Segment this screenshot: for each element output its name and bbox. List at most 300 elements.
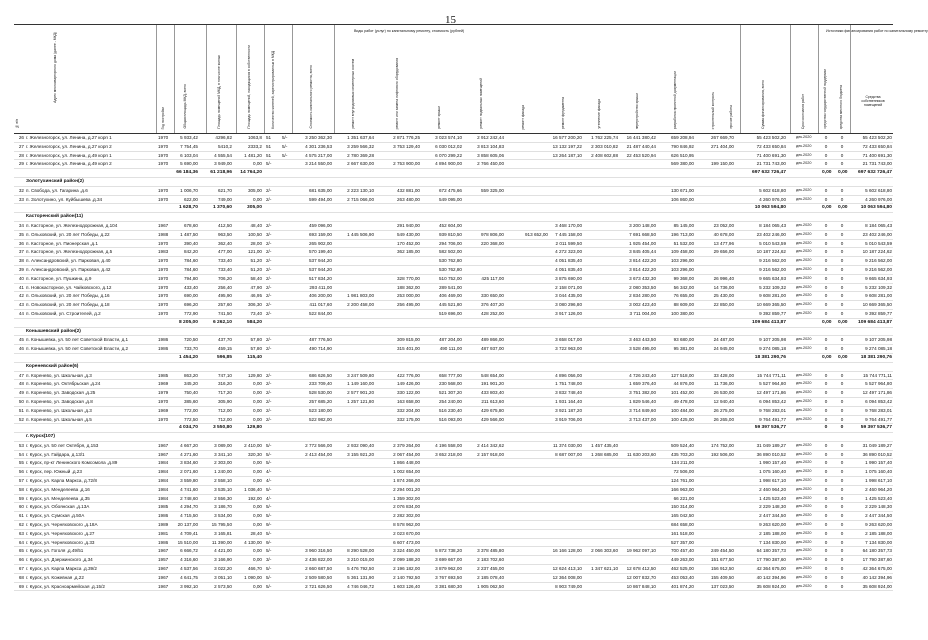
row-area-living: 2 558,10: [214, 478, 232, 484]
row-local-budget: 0: [840, 583, 844, 589]
row-area-living: 717,20: [217, 390, 232, 396]
row-address: г. Курск, ул. Обоянская ,д.13А: [26, 504, 90, 510]
row-area-total: 385,60: [183, 398, 198, 404]
row-owners: 23 402 246,00: [862, 231, 892, 237]
row-owners: 6 094 853,42: [865, 398, 892, 404]
row-work-2: 170 452,00: [397, 240, 420, 246]
row-year: 1970: [158, 310, 169, 316]
row-local-budget: 0: [840, 310, 844, 316]
row-work-6: 16 577 200,20: [552, 135, 582, 140]
row-deadline: дек.2020: [796, 372, 812, 377]
row-local-budget: 0: [840, 557, 844, 563]
row-state-support: 0: [824, 407, 828, 413]
row-owners: 9 263 620,00: [865, 522, 892, 528]
row-work-4: 978 806,00: [481, 231, 504, 237]
row-address: г. Курск, ул. Сумская ,д.50А: [26, 513, 85, 519]
row-work-3: 658 777,00: [439, 372, 462, 378]
row-work-0: 2 436 822,00: [305, 557, 332, 563]
row-work-9: 44 876,00: [673, 381, 694, 387]
row-area-municipal: 2 410,00: [244, 442, 262, 448]
row-owners: 21 731 743,00: [862, 161, 892, 167]
row-work-2: 149 426,00: [397, 381, 420, 387]
row-work-6: 11 374 030,00: [552, 442, 582, 448]
row-sum: 72 433 650,84: [756, 143, 786, 149]
row-area-total: 3 992,10: [180, 583, 198, 589]
row-work-1: 8 290 528,00: [347, 548, 374, 554]
row-number: 33: [18, 196, 24, 202]
header-work-5: ремонт фундамента: [561, 96, 565, 129]
row-work-9: 166 963,00: [671, 486, 694, 492]
row-number: 69: [18, 583, 24, 589]
row-state-support: 0: [824, 310, 828, 316]
row-deadline: дек.2020: [796, 469, 812, 474]
row-work-2: 309 815,00: [397, 337, 420, 343]
row-floors: 9/-: [266, 539, 272, 545]
row-work-10: 23 052,00: [713, 222, 734, 228]
row-address: г. Курск, ул. Менделеева ,д.16: [26, 486, 90, 492]
row-work-4: 3 813 104,83: [477, 143, 504, 149]
row-work-0: 4 301 236,53: [305, 143, 332, 149]
row-number: 65: [18, 548, 24, 554]
row-owners: 55 423 502,20: [862, 135, 892, 140]
row-work-10: 13 477,96: [713, 240, 734, 246]
table-row: [14, 266, 893, 275]
row-state-support: 0: [824, 372, 828, 378]
row-local-budget: 0: [840, 275, 844, 281]
row-area-total: 4 641,75: [180, 574, 198, 580]
row-work-3: 672 475,66: [439, 187, 462, 193]
row-work-3: 4 196 558,00: [435, 442, 462, 448]
row-work-1: 5 476 792,50: [347, 566, 374, 572]
row-work-10: 267 669,70: [711, 135, 734, 140]
row-floors: 5/-: [266, 442, 272, 448]
row-year: 1967: [158, 442, 169, 448]
row-work-3: 516 093,00: [439, 416, 462, 422]
row-floors: 2/-: [266, 398, 272, 404]
row-work-3: 490 111,00: [439, 346, 462, 352]
header-year: Год постройки: [161, 106, 165, 129]
row-work-10: 156 912,50: [711, 566, 734, 572]
row-deadline: дек.2020: [796, 302, 812, 307]
row-floors: 2/-: [266, 416, 272, 422]
row-work-6: 12 364 008,00: [552, 574, 582, 580]
row-sum: 42 364 675,00: [756, 566, 786, 572]
subtotal-row: [14, 204, 893, 213]
row-work-9: 95 381,00: [673, 346, 694, 352]
row-work-7: 1 347 621,10: [591, 566, 618, 572]
row-deadline: дек.2020: [796, 504, 812, 509]
row-deadline: дек.2020: [796, 222, 812, 227]
row-work-6: 3 044 435,00: [555, 293, 582, 299]
row-area-municipal: 129,80: [247, 372, 262, 378]
row-floors: 4/-: [266, 495, 272, 501]
row-area-total: 1 006,70: [180, 187, 198, 193]
row-address: г. Курск, ул. Гайдара, д.13/1: [26, 451, 85, 457]
row-sum: 1 075 160,40: [759, 469, 786, 475]
header-src-0: средства государственной поддержки: [823, 69, 827, 129]
row-work-4: 2 237 455,00: [477, 566, 504, 572]
row-state-support: 0: [824, 249, 828, 255]
row-sum: 9 768 283,01: [759, 407, 786, 413]
row-area-living: 712,00: [217, 407, 232, 413]
row-state-support: 0: [824, 222, 828, 228]
row-address: г. Курск, ул. Черняховского ,д.33: [26, 539, 95, 545]
subtotal-local-budget: 0,00: [838, 205, 848, 211]
row-area-total: 20 137,00: [177, 522, 198, 528]
row-local-budget: 0: [840, 522, 844, 528]
row-work-9: 435 703,20: [671, 451, 694, 457]
row-area-living: 316,20: [217, 381, 232, 387]
row-state-support: 0: [824, 557, 828, 563]
row-deadline: дек.2020: [796, 258, 812, 263]
row-address: п. Александровский, ул. Парковая, д.40: [26, 258, 111, 264]
table-row: [14, 380, 893, 389]
row-floors: 5/-: [266, 583, 272, 589]
row-work-10: 25 430,00: [713, 293, 734, 299]
row-local-budget: 0: [840, 161, 844, 167]
row-address: п. Ольховский, ул. Строителей, д.2: [26, 310, 101, 316]
row-work-10: 24 945,00: [713, 346, 734, 352]
row-work-9: 790 846,92: [671, 143, 694, 149]
row-work-2: 1 874 266,00: [393, 478, 420, 484]
row-work-0: 2 721 626,50: [305, 583, 332, 589]
row-year: 1989: [158, 522, 169, 528]
row-local-budget: 0: [840, 196, 844, 202]
row-floors: 2/-: [266, 310, 272, 316]
row-work-2: 332 175,00: [397, 416, 420, 422]
table-row: [14, 240, 893, 249]
row-work-3: 3 381 680,30: [435, 583, 462, 589]
row-work-1: 2 932 090,40: [347, 442, 374, 448]
header-work-7: переустройство крыши: [635, 92, 639, 129]
row-state-support: 0: [824, 416, 828, 422]
row-sum: 1 425 523,40: [759, 495, 786, 501]
row-work-9: 150 314,00: [671, 504, 694, 510]
row-sum: 31 049 189,27: [756, 442, 786, 448]
row-deadline: дек.2020: [796, 486, 812, 491]
row-number: 63: [18, 530, 24, 536]
row-owners: 5 602 618,80: [865, 187, 892, 193]
row-work-10: 26 996,40: [713, 275, 734, 281]
row-sum: 12 497 171,86: [756, 390, 786, 396]
row-floors: 2/-: [266, 240, 272, 246]
row-address: п. Свобода, ул. Гагарина ,д.6: [26, 187, 88, 193]
row-work-7: 1 457 435,40: [591, 442, 618, 448]
subtotal-sum: 10 063 594,80: [754, 205, 786, 211]
row-area-total: 678,60: [183, 222, 198, 228]
row-address: г. Курск, ул. Карла Маркса, д.72/8: [26, 478, 97, 484]
subtotal-area-living: 3 550,80: [212, 425, 232, 431]
row-work-0: 537 944,20: [309, 258, 332, 264]
row-work-2: 2 871 776,25: [393, 135, 420, 140]
row-area-living: 2 556,30: [214, 495, 232, 501]
row-year: 1967: [158, 583, 169, 589]
row-work-9: 127 518,00: [671, 372, 694, 378]
row-work-2: 332 204,00: [397, 407, 420, 413]
table-row: [14, 556, 893, 565]
row-sum: 2 229 148,30: [759, 504, 786, 510]
row-area-living: 3 341,10: [214, 451, 232, 457]
row-state-support: 0: [824, 504, 828, 510]
row-work-8: 2 834 280,00: [629, 293, 656, 299]
row-year: 1981: [158, 530, 169, 536]
row-number: 41: [18, 284, 24, 290]
row-number: 36: [18, 240, 24, 246]
row-owners: 5 527 964,80: [865, 381, 892, 387]
row-owners: 5 232 109,32: [865, 284, 892, 290]
row-state-support: 0: [824, 583, 828, 589]
row-local-budget: 0: [840, 372, 844, 378]
row-address: г. Курск, ул. Черняховского ,д.18А: [26, 522, 98, 528]
row-work-9: 93 680,00: [673, 337, 694, 343]
row-area-total: 4 537,56: [180, 566, 198, 572]
row-local-budget: 0: [840, 346, 844, 352]
table-row: [14, 512, 893, 521]
row-owners: 9 216 562,00: [865, 266, 892, 272]
row-work-4: 220 368,00: [481, 240, 504, 246]
row-area-municipal: 51,20: [250, 266, 262, 272]
row-work-1: 3 247 509,80: [347, 372, 374, 378]
row-area-municipal: 51,20: [250, 258, 262, 264]
row-work-2: 330 122,00: [397, 390, 420, 396]
row-address: п. Коренево, ул. Заводская ,д.25: [26, 390, 96, 396]
subtotal-sum: 18 381 290,76: [754, 354, 786, 360]
row-work-2: 163 658,00: [397, 398, 420, 404]
row-work-0: 686 626,50: [309, 372, 332, 378]
row-work-4: 548 654,00: [481, 372, 504, 378]
row-work-6: 8 903 749,00: [555, 583, 582, 589]
row-area-total: 3 559,80: [180, 478, 198, 484]
row-number: 37: [18, 249, 24, 255]
row-floors: 2/-: [266, 266, 272, 272]
row-work-0: 2 772 566,00: [305, 442, 332, 448]
row-work-9: 109 458,00: [671, 249, 694, 255]
subtotal-owners: 697 632 726,47: [858, 170, 892, 176]
row-area-total: 7 754,45: [180, 143, 198, 149]
row-local-budget: 0: [840, 548, 844, 554]
row-area-municipal: 121,00: [247, 249, 262, 255]
row-deadline: дек.2020: [796, 566, 812, 571]
row-work-8: 3 751 382,00: [629, 390, 656, 396]
row-work-3: 6 070 299,22: [435, 152, 462, 158]
section-title: Конышевский район(2): [26, 328, 81, 334]
row-area-living: 712,00: [217, 416, 232, 422]
row-work-3: 4 894 900,00: [435, 161, 462, 167]
row-work-2: 362 185,00: [397, 249, 420, 255]
table-row: [14, 530, 893, 539]
row-area-total: 784,60: [183, 266, 198, 272]
row-number: 40: [18, 275, 24, 281]
table-row: [14, 134, 893, 143]
header-area-municipal: Площадь помещений, находящихся в собственности: [247, 45, 251, 129]
row-work-6: 16 166 128,00: [552, 548, 582, 554]
row-work-8: 3 814 422,20: [629, 258, 656, 264]
row-year: 1970: [158, 284, 169, 290]
row-sum: 55 423 502,20: [756, 135, 786, 140]
row-work-9: 509 524,40: [671, 442, 694, 448]
section-title: Золотухинский район(2): [26, 178, 84, 184]
row-work-4: 191 901,20: [481, 381, 504, 387]
table-row: [14, 143, 893, 152]
row-work-1: 2 223 130,10: [347, 187, 374, 193]
row-work-10: 249 454,50: [711, 548, 734, 554]
row-work-9: 88 609,00: [673, 302, 694, 308]
row-owners: 2 460 964,20: [865, 486, 892, 492]
row-work-2: 2 067 454,00: [393, 451, 420, 457]
header-work-3: ремонт подвальных помещений: [479, 78, 483, 129]
subtotal-row: [14, 169, 893, 178]
row-work-4: 425 117,00: [481, 275, 504, 281]
subtotal-area-municipal: 14 764,20: [240, 170, 262, 176]
section-title: Кореневский район(6): [26, 363, 79, 369]
subtotal-area-total: 8 205,00: [178, 319, 198, 325]
row-sum: 21 731 743,00: [756, 161, 786, 167]
header-work-8: разработка проектной документации: [673, 70, 677, 129]
table-row: [14, 574, 893, 583]
row-work-2: 253 000,00: [397, 293, 420, 299]
row-floors: 5/-: [266, 460, 272, 466]
row-work-2: 2 196 182,00: [393, 566, 420, 572]
row-floors: 3/-: [266, 231, 272, 237]
row-address: п. Касторное, ул. Пионерская ,д.1: [26, 240, 98, 246]
header-residents: Количество жителей, зарегистрированных в МКД: [271, 51, 275, 129]
row-local-budget: 0: [840, 240, 844, 246]
header-work-10: прочие работы: [729, 105, 733, 129]
row-address: п. Коренево, ул. Школьная ,д.5: [26, 416, 92, 422]
row-deadline: дек.2020: [796, 390, 812, 395]
subtotal-sum: 59 397 536,77: [754, 425, 786, 431]
row-work-6: 2 011 599,50: [555, 240, 582, 246]
row-work-8: 7 691 668,50: [629, 231, 656, 237]
row-number: 29: [18, 161, 24, 167]
row-state-support: 0: [824, 548, 828, 554]
row-area-living: 733,40: [217, 266, 232, 272]
row-work-4: 2 414 342,62: [477, 442, 504, 448]
header-work-0: ремонт внутридомовых инженерных систем: [351, 59, 355, 129]
row-owners: 9 764 491,77: [865, 416, 892, 422]
row-area-living: 3 535,10: [214, 486, 232, 492]
row-floors: 3/-: [266, 557, 272, 563]
row-number: 61: [18, 513, 24, 519]
row-deadline: дек.2020: [796, 574, 812, 579]
row-work-0: 3 250 362,30: [305, 135, 332, 140]
row-owners: 9 274 085,18: [865, 346, 892, 352]
row-address: г. Железногорск, ул. Ленина, д.27 корп 1: [26, 135, 112, 140]
row-number: 54: [18, 451, 24, 457]
row-number: 27: [18, 143, 24, 149]
subtotal-area-total: 4 034,70: [178, 425, 198, 431]
row-address: г. Курск, ул. Менделеева ,д.35: [26, 495, 90, 501]
row-address: п. Касторное, ул. Железнодорожная, д.104: [26, 222, 118, 228]
row-local-budget: 0: [840, 566, 844, 572]
row-local-budget: 0: [840, 143, 844, 149]
row-work-6: 1 931 164,40: [555, 398, 582, 404]
row-local-budget: 0: [840, 187, 844, 193]
row-work-3: 530 762,80: [439, 266, 462, 272]
row-area-living: 3 089,00: [214, 442, 232, 448]
row-work-0: 522 844,00: [309, 310, 332, 316]
row-year: 1983: [158, 249, 169, 255]
row-floors: 5/-: [266, 504, 272, 510]
row-deadline: дек.2020: [796, 152, 812, 157]
row-area-total: 4 271,60: [180, 451, 198, 457]
row-work-2: 2 753 900,00: [393, 161, 420, 167]
table-row: [14, 187, 893, 196]
row-work-4: 330 650,00: [481, 293, 504, 299]
row-local-budget: 0: [840, 398, 844, 404]
row-area-municipal: 0,00: [253, 513, 262, 519]
row-work-2: 2 379 264,00: [393, 442, 420, 448]
subtotal-area-living: 61 218,96: [210, 170, 232, 176]
row-area-living: 4 421,00: [214, 548, 232, 554]
row-year: 1986: [158, 539, 169, 545]
row-area-total: 690,00: [183, 293, 198, 299]
subtotal-area-living: 596,85: [217, 354, 232, 360]
row-deadline: дек.2020: [796, 478, 812, 483]
row-area-municipal: 192,00: [247, 495, 262, 501]
row-work-4: 433 803,40: [481, 390, 504, 396]
row-year: 1970: [158, 196, 169, 202]
row-area-living: 3 166,90: [214, 557, 232, 563]
row-sum: 15 744 771,11: [756, 372, 786, 378]
subtotal-area-municipal: 584,20: [247, 319, 262, 325]
row-floors: 2/-: [266, 222, 272, 228]
row-sum: 9 107 205,98: [759, 337, 786, 343]
row-floors: 5/-: [266, 486, 272, 492]
header-work-4: ремонт фасада: [521, 104, 525, 129]
row-work-1: 2 200 458,00: [347, 302, 374, 308]
row-area-total: 772,00: [183, 407, 198, 413]
row-work-10: 40 678,00: [713, 231, 734, 237]
row-number: 57: [18, 478, 24, 484]
row-area-municipal: 0,00: [253, 548, 262, 554]
row-sum: 7 134 830,00: [759, 539, 786, 545]
row-floors: 2/-: [266, 249, 272, 255]
subtotal-area-municipal: 305,00: [247, 205, 262, 211]
row-area-municipal: 0,00: [253, 398, 262, 404]
row-area-total: 784,60: [183, 258, 198, 264]
row-local-budget: 0: [840, 539, 844, 545]
table-row: [14, 451, 893, 460]
subtotal-sum: 697 632 726,47: [752, 170, 786, 176]
row-work-8: 3 713 437,00: [629, 416, 656, 422]
row-floors: 2/-: [266, 337, 272, 343]
row-owners: 10 187 224,62: [862, 249, 892, 255]
row-owners: 2 229 148,30: [865, 504, 892, 510]
row-year: 1967: [158, 548, 169, 554]
subtotal-local-budget: 0,00: [838, 354, 848, 360]
row-area-living: 3 949,00: [214, 161, 232, 167]
table-row: [14, 275, 893, 284]
row-owners: 35 608 924,00: [862, 583, 892, 589]
row-area-living: 1 240,00: [214, 469, 232, 475]
row-owners: 12 497 171,86: [862, 390, 892, 396]
row-floors: 2/-: [266, 346, 272, 352]
row-work-9: 124 761,00: [671, 478, 694, 484]
row-work-1: 4 746 046,72: [347, 583, 374, 589]
row-state-support: 0: [824, 398, 828, 404]
row-work-1: 1 445 506,90: [347, 231, 374, 237]
row-deadline: дек.2020: [796, 460, 812, 465]
row-year: 1984: [158, 486, 169, 492]
row-local-budget: 0: [840, 460, 844, 466]
row-floors: 51: [266, 135, 272, 140]
row-deadline: дек.2020: [796, 293, 812, 298]
row-area-living: 2 573,50: [214, 583, 232, 589]
row-number: 67: [18, 566, 24, 572]
row-work-4: 429 566,00: [481, 416, 504, 422]
row-sum: 35 608 924,00: [756, 583, 786, 589]
